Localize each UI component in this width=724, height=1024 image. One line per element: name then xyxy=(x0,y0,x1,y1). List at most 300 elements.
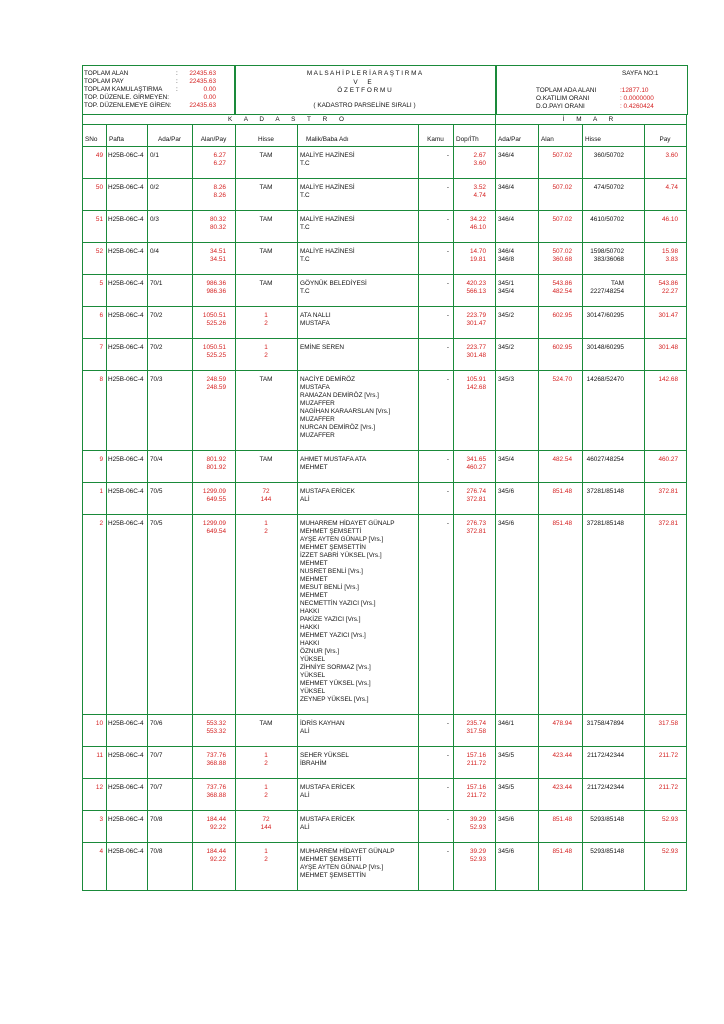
cell-alan-pay: 737.76 xyxy=(206,784,226,791)
cell-pafta: H25B-06C-4 xyxy=(108,488,144,495)
cell-kamu: - xyxy=(446,816,449,823)
cell-malik: ALİ xyxy=(300,792,310,799)
column-divider xyxy=(82,114,83,891)
cell-hisse: 2 xyxy=(264,760,268,767)
cell-kamu: - xyxy=(446,344,449,351)
cell-dop: 460.27 xyxy=(466,464,486,471)
cell-sno: 3 xyxy=(99,816,103,823)
cell-hisse: 2 xyxy=(264,856,268,863)
summary-value: 0.00 xyxy=(203,86,216,93)
cell-hisse: 72 xyxy=(262,816,270,823)
summary-value: 22435.63 xyxy=(189,78,216,85)
cell-pafta: H25B-06C-4 xyxy=(108,248,144,255)
cell-imar-hisse: 4610/50702 xyxy=(590,216,624,223)
cell-imar-hisse: 5293/85148 xyxy=(590,816,624,823)
row-divider xyxy=(82,338,686,339)
cell-malik: MUHARREM HİDAYET GÜNALP xyxy=(300,520,395,527)
cell-ada-par: 70/5 xyxy=(150,520,163,527)
cell-kamu: - xyxy=(446,280,449,287)
cell-malik: NACİYE DEMİRÖZ xyxy=(300,376,356,383)
cell-kamu: - xyxy=(446,456,449,463)
column-divider xyxy=(495,124,496,890)
cell-dop: 3.60 xyxy=(473,160,486,167)
cell-kamu: - xyxy=(446,248,449,255)
cell-ada-par: 0/1 xyxy=(150,152,159,159)
cell-ada-par: 0/3 xyxy=(150,216,159,223)
cell-malik: RAMAZAN DEMİRÖZ [Vrs.] xyxy=(300,392,379,399)
cell-alan-pay: 1299.09 xyxy=(202,520,226,527)
cell-sno: 4 xyxy=(99,848,103,855)
cell-alan-pay: 34.51 xyxy=(210,248,226,255)
cell-pafta: H25B-06C-4 xyxy=(108,848,144,855)
cell-imar-alan: 507.02 xyxy=(552,184,572,191)
cell-sno: 6 xyxy=(99,312,103,319)
cell-alan-pay: 6.27 xyxy=(213,160,226,167)
cell-pafta: H25B-06C-4 xyxy=(108,152,144,159)
cell-malik: YÜKSEL xyxy=(300,672,326,679)
row-divider xyxy=(82,842,686,843)
cell-malik: MEHMET ŞEMSETTİN xyxy=(300,872,366,879)
cell-hisse: 1 xyxy=(264,752,268,759)
cell-malik: MEHMET xyxy=(300,560,328,567)
cell-alan-pay: 525.25 xyxy=(206,352,226,359)
cell-alan-pay: 184.44 xyxy=(206,816,226,823)
cell-ada-par: 70/3 xyxy=(150,376,163,383)
cell-alan-pay: 80.32 xyxy=(210,216,226,223)
cell-imar-ada-par: 345/6 xyxy=(498,488,514,495)
cell-ada-par: 70/6 xyxy=(150,720,163,727)
cell-imar-hisse: 31758/47894 xyxy=(586,720,624,727)
cell-pafta: H25B-06C-4 xyxy=(108,376,144,383)
summary-value: 22435.63 xyxy=(189,70,216,77)
info-value: : 0.4260424 xyxy=(620,103,654,110)
cell-alan-pay: 986.36 xyxy=(206,280,226,287)
cell-imar-hisse: 360/50702 xyxy=(593,152,624,159)
cell-dop: 157.16 xyxy=(466,752,486,759)
cell-malik: NECMETTİN YAZICI [Vrs.] xyxy=(300,600,376,607)
cell-malik: MALİYE HAZİNESİ xyxy=(300,184,355,191)
column-divider xyxy=(192,124,193,890)
row-divider xyxy=(82,178,686,179)
cell-sno: 11 xyxy=(96,752,103,759)
cell-imar-ada-par: 346/4 xyxy=(498,216,514,223)
cell-ada-par: 70/7 xyxy=(150,784,163,791)
column-header-pay: Pay xyxy=(659,136,671,143)
cell-imar-alan: 478.94 xyxy=(552,720,572,727)
cell-dop: 372.81 xyxy=(466,496,486,503)
cell-malik: GÖYNÜK BELEDİYESİ xyxy=(300,280,367,287)
cell-malik: İDRİS KAYHAN xyxy=(300,720,345,727)
cell-imar-hisse: 5293/85148 xyxy=(590,848,624,855)
cell-sno: 1 xyxy=(99,488,103,495)
cell-pay: 52.93 xyxy=(662,816,678,823)
cell-malik: MEHMET ŞEMSETTİ xyxy=(300,856,362,863)
cell-hisse: TAM xyxy=(259,152,273,159)
cell-malik: MEHMET ŞEMSETTİN xyxy=(300,544,366,551)
cell-hisse: 72 xyxy=(262,488,270,495)
cell-kamu: - xyxy=(446,376,449,383)
cell-pafta: H25B-06C-4 xyxy=(108,216,144,223)
cell-malik: MALİYE HAZİNESİ xyxy=(300,152,355,159)
cell-malik: PAKİZE YAZICI [Vrs.] xyxy=(300,616,361,623)
column-header-alanpay: Alan/Pay xyxy=(200,136,227,143)
summary-colon: : xyxy=(176,86,178,93)
row-divider xyxy=(82,114,686,115)
cell-sno: 9 xyxy=(99,456,103,463)
row-divider xyxy=(82,274,686,275)
cell-malik: MUZAFFER xyxy=(300,432,335,439)
cell-malik: HAKKI xyxy=(300,608,320,615)
summary-colon: : xyxy=(176,70,178,77)
cell-ada-par: 70/7 xyxy=(150,752,163,759)
cell-alan-pay: 1050.51 xyxy=(202,312,226,319)
info-value: : 0.0000000 xyxy=(620,95,654,102)
cell-malik: MEHMET xyxy=(300,592,328,599)
cell-alan-pay: 80.32 xyxy=(210,224,226,231)
cell-pafta: H25B-06C-4 xyxy=(108,784,144,791)
cell-alan-pay: 1050.51 xyxy=(202,344,226,351)
cell-dop: 223.77 xyxy=(466,344,486,351)
cell-pay: 211.72 xyxy=(658,784,678,791)
cell-dop: 276.74 xyxy=(466,488,486,495)
cell-imar-hisse: 474/50702 xyxy=(593,184,624,191)
cell-malik: İBRAHİM xyxy=(300,760,327,767)
cell-malik: T.C xyxy=(300,192,310,199)
cell-imar-alan: 507.02 xyxy=(552,152,572,159)
cell-imar-ada-par: 345/5 xyxy=(498,784,514,791)
cell-imar-alan: 423.44 xyxy=(552,784,572,791)
cell-malik: MALİYE HAZİNESİ xyxy=(300,248,355,255)
cell-hisse: TAM xyxy=(259,280,273,287)
cell-dop: 34.22 xyxy=(470,216,486,223)
cell-kamu: - xyxy=(446,216,449,223)
cell-imar-ada-par: 345/4 xyxy=(498,288,514,295)
cell-alan-pay: 737.76 xyxy=(206,752,226,759)
cell-sno: 7 xyxy=(99,344,103,351)
cell-malik: MUHARREM HİDAYET GÜNALP xyxy=(300,848,395,855)
cell-ada-par: 0/2 xyxy=(150,184,159,191)
row-divider xyxy=(82,306,686,307)
cell-malik: MUSTAFA ERİCEK xyxy=(300,488,355,495)
cell-malik: MALİYE HAZİNESİ xyxy=(300,216,355,223)
cell-alan-pay: 801.92 xyxy=(206,456,226,463)
column-divider xyxy=(418,124,419,890)
cell-imar-alan: 423.44 xyxy=(552,752,572,759)
cell-alan-pay: 649.54 xyxy=(206,528,226,535)
cell-kamu: - xyxy=(446,784,449,791)
cell-ada-par: 70/8 xyxy=(150,848,163,855)
cell-imar-hisse: 14268/52470 xyxy=(586,376,624,383)
cell-pay: 4.74 xyxy=(665,184,678,191)
cell-malik: MEHMET xyxy=(300,464,328,471)
cell-malik: NAGİHAN KARAARSLAN [Vrs.] xyxy=(300,408,391,415)
cell-pay: 15.98 xyxy=(662,248,678,255)
cell-imar-alan: 851.48 xyxy=(552,488,572,495)
cell-malik: MEHMET YAZICI [Vrs.] xyxy=(300,632,366,639)
cell-ada-par: 70/8 xyxy=(150,816,163,823)
cell-alan-pay: 184.44 xyxy=(206,848,226,855)
info-value: :12877.10 xyxy=(620,87,649,94)
cell-ada-par: 70/4 xyxy=(150,456,163,463)
cell-imar-ada-par: 346/8 xyxy=(498,256,514,263)
cell-hisse: 2 xyxy=(264,528,268,535)
cell-dop: 39.29 xyxy=(470,848,486,855)
column-header-adapar: Ada/Par xyxy=(157,136,182,143)
cell-sno: 12 xyxy=(95,784,103,791)
summary-label: TOP. DÜZENLE. GİRMEYEN: xyxy=(84,94,169,101)
row-divider xyxy=(82,714,686,715)
row-divider xyxy=(82,514,686,515)
cell-hisse: TAM xyxy=(259,376,273,383)
column-header-dop: Dop/İTh xyxy=(456,136,479,143)
page-number: SAYFA NO:1 xyxy=(622,70,659,77)
info-label: TOPLAM ADA ALANI xyxy=(536,87,597,94)
cell-hisse: 144 xyxy=(260,824,272,831)
cell-imar-alan: 851.48 xyxy=(552,848,572,855)
cell-hisse: 1 xyxy=(264,848,268,855)
cell-malik: T.C xyxy=(300,160,310,167)
cell-hisse: 2 xyxy=(264,792,268,799)
cell-imar-alan: 851.48 xyxy=(552,816,572,823)
cell-pay: 3.60 xyxy=(665,152,678,159)
row-divider xyxy=(82,450,686,451)
cell-alan-pay: 368.88 xyxy=(206,760,226,767)
cell-kamu: - xyxy=(446,152,449,159)
cell-imar-hisse: 30147/60295 xyxy=(586,312,624,319)
cell-imar-ada-par: 346/4 xyxy=(498,248,514,255)
column-divider xyxy=(538,124,539,890)
page-title: M A L S A H İ P L E R İ A R A Ş T I R M A xyxy=(306,70,423,77)
section-imar: İ M A R xyxy=(562,116,619,123)
summary-colon: : xyxy=(176,78,178,85)
cell-alan-pay: 8.26 xyxy=(213,192,226,199)
cell-dop: 317.58 xyxy=(466,728,486,735)
cell-pay: 372.81 xyxy=(658,520,678,527)
column-header-pafta: Pafta xyxy=(109,136,124,143)
cell-imar-alan: 360.68 xyxy=(552,256,572,263)
cell-pafta: H25B-06C-4 xyxy=(108,816,144,823)
cell-malik: MUSTAFA xyxy=(300,320,330,327)
cell-alan-pay: 8.26 xyxy=(213,184,226,191)
column-header-hisse: Hisse xyxy=(258,136,274,143)
info-label: O.KATILIM ORANI xyxy=(536,95,590,102)
cell-alan-pay: 248.59 xyxy=(206,384,226,391)
cell-pay: 46.10 xyxy=(662,216,678,223)
cell-imar-alan: 602.95 xyxy=(552,312,572,319)
cell-dop: 157.16 xyxy=(466,784,486,791)
cell-pay: 543.86 xyxy=(658,280,678,287)
cell-ada-par: 70/2 xyxy=(150,312,163,319)
cell-imar-alan: 602.95 xyxy=(552,344,572,351)
row-divider xyxy=(82,210,686,211)
cell-imar-hisse: TAM xyxy=(610,280,624,287)
row-divider xyxy=(82,124,686,125)
cell-imar-alan: 507.02 xyxy=(552,248,572,255)
column-header-ialan: Alan xyxy=(541,136,554,143)
cell-pay: 301.47 xyxy=(658,312,678,319)
row-divider xyxy=(82,778,686,779)
cell-dop: 372.81 xyxy=(466,528,486,535)
cell-sno: 2 xyxy=(99,520,103,527)
sort-note: ( KADASTRO PARSELİNE SIRALI ) xyxy=(313,102,416,109)
cell-malik: NURCAN DEMİRÖZ [Vrs.] xyxy=(300,424,376,431)
cell-imar-ada-par: 346/4 xyxy=(498,184,514,191)
cell-kamu: - xyxy=(446,720,449,727)
cell-hisse: 2 xyxy=(264,352,268,359)
cell-malik: HAKKI xyxy=(300,640,320,647)
cell-imar-alan: 507.02 xyxy=(552,216,572,223)
cell-malik: MEHMET xyxy=(300,576,328,583)
cell-alan-pay: 34.51 xyxy=(210,256,226,263)
cell-kamu: - xyxy=(446,848,449,855)
cell-pay: 142.68 xyxy=(658,376,678,383)
cell-malik: AYŞE AYTEN GÜNALP [Vrs.] xyxy=(300,864,384,871)
cell-alan-pay: 92.22 xyxy=(210,824,226,831)
cell-malik: ATA NALLI xyxy=(300,312,331,319)
column-divider xyxy=(495,114,496,124)
cell-dop: 211.72 xyxy=(466,760,486,767)
cell-imar-ada-par: 345/4 xyxy=(498,456,514,463)
cell-pafta: H25B-06C-4 xyxy=(108,456,144,463)
cell-imar-hisse: 37281/85148 xyxy=(586,520,624,527)
cell-kamu: - xyxy=(446,184,449,191)
cell-pay: 52.93 xyxy=(662,848,678,855)
cell-hisse: TAM xyxy=(259,216,273,223)
cell-pay: 372.81 xyxy=(658,488,678,495)
cell-imar-hisse: 37281/85148 xyxy=(586,488,624,495)
cell-dop: 52.93 xyxy=(470,824,486,831)
cell-malik: SEHER YÜKSEL xyxy=(300,752,349,759)
cell-dop: 211.72 xyxy=(466,792,486,799)
cell-malik: T.C xyxy=(300,256,310,263)
cell-kamu: - xyxy=(446,520,449,527)
cell-alan-pay: 1299.09 xyxy=(202,488,226,495)
row-divider xyxy=(82,482,686,483)
cell-dop: 566.13 xyxy=(466,288,486,295)
cell-imar-alan: 482.54 xyxy=(552,456,572,463)
cell-hisse: 144 xyxy=(260,496,272,503)
row-divider xyxy=(82,146,686,147)
section-kadastro: K A D A S T R O xyxy=(228,116,349,123)
cell-hisse: 2 xyxy=(264,320,268,327)
cell-kamu: - xyxy=(446,752,449,759)
cell-malik: ZEYNEP YÜKSEL [Vrs.] xyxy=(300,696,369,703)
cell-imar-ada-par: 345/1 xyxy=(498,280,514,287)
cell-malik: ALİ xyxy=(300,824,310,831)
cell-hisse: 1 xyxy=(264,520,268,527)
column-divider xyxy=(297,124,298,890)
cell-sno: 5 xyxy=(99,280,103,287)
column-divider xyxy=(147,124,148,890)
cell-malik: MUSTAFA xyxy=(300,384,330,391)
cell-alan-pay: 92.22 xyxy=(210,856,226,863)
cell-imar-ada-par: 346/1 xyxy=(498,720,514,727)
cell-ada-par: 70/1 xyxy=(150,280,163,287)
cell-imar-hisse: 30148/60295 xyxy=(586,344,624,351)
cell-sno: 52 xyxy=(95,248,103,255)
cell-dop: 52.93 xyxy=(470,856,486,863)
column-divider xyxy=(453,124,454,890)
column-header-ihisse: Hisse xyxy=(585,136,601,143)
cell-ada-par: 0/4 xyxy=(150,248,159,255)
cell-dop: 105.91 xyxy=(466,376,486,383)
cell-sno: 51 xyxy=(95,216,103,223)
cell-malik: ALİ xyxy=(300,496,310,503)
page-subtitle: Ö Z E T F O R M U xyxy=(337,87,392,94)
cell-malik: T.C xyxy=(300,224,310,231)
cell-alan-pay: 6.27 xyxy=(213,152,226,159)
summary-label: TOPLAM PAY xyxy=(84,78,124,85)
cell-hisse: TAM xyxy=(259,184,273,191)
cell-dop: 19.81 xyxy=(470,256,486,263)
cell-malik: ZİHNİYE SORMAZ [Vrs.] xyxy=(300,664,371,671)
cell-dop: 3.52 xyxy=(473,184,486,191)
cell-imar-alan: 543.86 xyxy=(552,280,572,287)
cell-imar-ada-par: 345/2 xyxy=(498,312,514,319)
cell-alan-pay: 248.59 xyxy=(206,376,226,383)
cell-malik: AHMET MUSTAFA ATA xyxy=(300,456,367,463)
cell-ada-par: 70/2 xyxy=(150,344,163,351)
cell-dop: 46.10 xyxy=(470,224,486,231)
cell-imar-hisse: 21172/42344 xyxy=(587,752,624,759)
cell-sno: 10 xyxy=(95,720,103,727)
cell-pafta: H25B-06C-4 xyxy=(108,280,144,287)
cell-imar-ada-par: 345/2 xyxy=(498,344,514,351)
cell-malik: MEHMET YÜKSEL [Vrs.] xyxy=(300,680,371,687)
cell-imar-alan: 482.54 xyxy=(552,288,572,295)
cell-malik: NUSRET BENLİ [Vrs.] xyxy=(300,568,363,575)
row-divider xyxy=(82,810,686,811)
cell-alan-pay: 986.36 xyxy=(206,288,226,295)
cell-pay: 460.27 xyxy=(658,456,678,463)
cell-imar-ada-par: 345/6 xyxy=(498,816,514,823)
cell-imar-ada-par: 345/6 xyxy=(498,848,514,855)
cell-imar-ada-par: 345/6 xyxy=(498,520,514,527)
cell-malik: MUZAFFER xyxy=(300,400,335,407)
cell-malik: ÖZNUR [Vrs.] xyxy=(300,648,340,655)
column-divider xyxy=(235,124,236,890)
cell-pay: 317.58 xyxy=(658,720,678,727)
column-divider xyxy=(644,124,645,890)
cell-malik: HAKKI xyxy=(300,624,320,631)
summary-label: TOPLAM ALAN xyxy=(84,70,129,77)
column-divider xyxy=(582,124,583,890)
cell-malik: MUSTAFA ERİCEK xyxy=(300,784,355,791)
cell-kamu: - xyxy=(446,488,449,495)
cell-dop: 2.67 xyxy=(473,152,486,159)
cell-alan-pay: 368.88 xyxy=(206,792,226,799)
cell-pay: 301.48 xyxy=(658,344,678,351)
cell-malik: MUZAFFER xyxy=(300,416,335,423)
cell-imar-hisse: 383/36068 xyxy=(593,256,624,263)
cell-pafta: H25B-06C-4 xyxy=(108,520,144,527)
cell-imar-ada-par: 345/3 xyxy=(498,376,514,383)
cell-sno: 49 xyxy=(95,152,103,159)
summary-value: 22435.63 xyxy=(189,102,216,109)
cell-malik: YÜKSEL xyxy=(300,656,326,663)
page-title-ve: V E xyxy=(353,79,376,86)
column-header-malik: Malik/Baba Adı xyxy=(306,136,349,143)
cell-pay: 22.27 xyxy=(662,288,678,295)
cell-alan-pay: 553.32 xyxy=(206,728,226,735)
cell-pay: 3.83 xyxy=(665,256,678,263)
cell-malik: YÜKSEL xyxy=(300,688,326,695)
cell-alan-pay: 649.55 xyxy=(206,496,226,503)
cell-dop: 341.65 xyxy=(466,456,486,463)
cell-dop: 39.29 xyxy=(470,816,486,823)
summary-label: TOPLAM KAMULAŞTIRMA xyxy=(84,86,163,93)
cell-malik: AYŞE AYTEN GÜNALP [Vrs.] xyxy=(300,536,384,543)
